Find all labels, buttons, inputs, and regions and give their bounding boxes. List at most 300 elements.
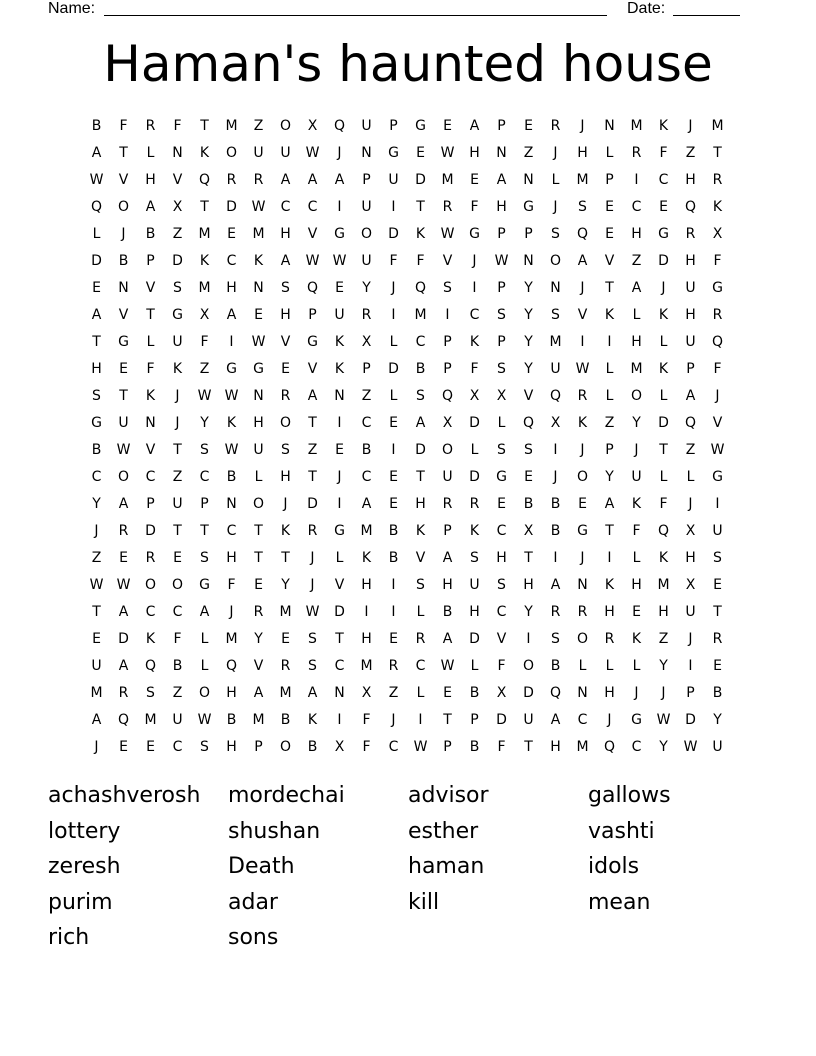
word-list-item: idols (588, 854, 640, 879)
grid-letter: P (443, 361, 452, 377)
grid-letter: H (280, 307, 291, 323)
grid-letter: W (224, 388, 239, 404)
grid-letter: B (145, 226, 156, 242)
grid-letter: C (631, 199, 642, 215)
grid-letter: U (91, 658, 102, 674)
grid-letter: F (146, 361, 155, 377)
grid-letter: E (389, 496, 398, 512)
grid-letter: N (172, 145, 183, 161)
date-label: Date: (627, 0, 666, 17)
grid-letter: H (226, 550, 237, 566)
grid-letter: M (576, 172, 589, 188)
grid-letter: L (200, 658, 209, 674)
grid-letter: D (469, 415, 480, 431)
grid-letter: R (712, 172, 723, 188)
grid-letter: V (334, 577, 345, 593)
grid-letter: J (688, 496, 693, 512)
grid-letter: U (361, 253, 372, 269)
grid-letter: Y (362, 280, 371, 296)
grid-letter: P (308, 307, 317, 323)
grid-letter: R (307, 523, 318, 539)
grid-letter: V (145, 280, 156, 296)
grid-letter: U (712, 523, 723, 539)
grid-letter: H (631, 577, 642, 593)
grid-letter: T (713, 145, 722, 161)
grid-letter: F (659, 496, 668, 512)
grid-letter: W (332, 253, 347, 269)
grid-letter: Y (281, 577, 290, 593)
grid-letter: Q (117, 712, 130, 728)
grid-letter: U (550, 361, 561, 377)
grid-letter: S (470, 550, 479, 566)
grid-letter: U (253, 442, 264, 458)
grid-letter: G (91, 415, 102, 431)
grid-letter: H (631, 334, 642, 350)
grid-letter: E (578, 496, 587, 512)
grid-letter: W (575, 361, 590, 377)
grid-letter: D (388, 226, 399, 242)
grid-letter: Q (441, 388, 454, 404)
grid-letter: F (227, 577, 236, 593)
grid-letter: Z (361, 388, 372, 404)
grid-letter: N (334, 685, 345, 701)
grid-letter: S (578, 199, 587, 215)
grid-letter: D (496, 712, 507, 728)
grid-letter: H (226, 685, 237, 701)
grid-letter: N (253, 388, 264, 404)
grid-letter: O (279, 118, 292, 134)
grid-letter: S (551, 226, 560, 242)
grid-letter: D (415, 172, 426, 188)
word-list-item: mordechai (228, 783, 345, 808)
grid-letter: T (254, 550, 263, 566)
grid-letter: D (658, 415, 669, 431)
grid-letter: S (281, 280, 290, 296)
grid-letter: A (253, 685, 264, 701)
grid-letter: T (713, 604, 722, 620)
grid-letter: P (497, 280, 506, 296)
grid-letter: C (172, 604, 183, 620)
grid-letter: M (441, 172, 454, 188)
grid-letter: Z (199, 361, 210, 377)
grid-letter: Q (576, 226, 589, 242)
grid-letter: K (253, 253, 264, 269)
word-list-item: vashti (588, 818, 655, 844)
grid-letter: R (145, 118, 156, 134)
grid-letter: C (415, 334, 426, 350)
grid-letter: E (605, 199, 614, 215)
grid-letter: U (361, 118, 372, 134)
grid-letter: I (634, 172, 639, 188)
grid-letter: C (334, 658, 345, 674)
grid-letter: S (713, 550, 722, 566)
grid-letter: H (658, 604, 669, 620)
grid-letter: S (173, 280, 182, 296)
grid-letter: I (580, 334, 585, 350)
grid-letter: B (550, 523, 561, 539)
grid-letter: X (685, 523, 696, 539)
grid-letter: L (632, 307, 641, 323)
grid-letter: M (279, 685, 292, 701)
grid-letter: H (685, 253, 696, 269)
grid-letter: E (389, 415, 398, 431)
grid-letter: A (604, 496, 615, 512)
grid-letter: K (226, 415, 237, 431)
grid-letter: O (522, 658, 535, 674)
grid-letter: H (226, 280, 237, 296)
grid-letter: W (197, 388, 212, 404)
grid-letter: W (656, 712, 671, 728)
grid-letter: L (146, 145, 155, 161)
grid-letter: Y (524, 334, 533, 350)
grid-letter: C (577, 712, 588, 728)
grid-letter: P (686, 361, 695, 377)
grid-letter: H (226, 739, 237, 755)
word-list-item: lottery (48, 818, 121, 844)
grid-letter: K (415, 523, 426, 539)
grid-letter: D (91, 253, 102, 269)
grid-letter: L (470, 442, 479, 458)
grid-letter: F (200, 334, 209, 350)
grid-letter: K (712, 199, 723, 215)
grid-letter: I (715, 496, 720, 512)
grid-letter: M (279, 604, 292, 620)
grid-letter: G (226, 361, 237, 377)
grid-letter: K (307, 712, 318, 728)
grid-letter: J (634, 442, 639, 458)
grid-letter: M (657, 577, 670, 593)
grid-letter: R (388, 658, 399, 674)
grid-letter: N (334, 388, 345, 404)
grid-letter: C (361, 469, 372, 485)
grid-letter: S (200, 442, 209, 458)
grid-letter: A (496, 172, 507, 188)
grid-letter: P (497, 334, 506, 350)
grid-letter: N (577, 577, 588, 593)
grid-letter: E (92, 631, 101, 647)
grid-letter: A (550, 712, 561, 728)
grid-letter: E (389, 469, 398, 485)
grid-letter: A (280, 253, 291, 269)
grid-letter: X (496, 685, 507, 701)
grid-letter: M (711, 118, 724, 134)
grid-letter: E (713, 577, 722, 593)
grid-letter: O (360, 226, 373, 242)
grid-letter: Q (306, 280, 319, 296)
grid-letter: P (497, 118, 506, 134)
grid-letter: T (308, 469, 317, 485)
grid-letter: V (118, 307, 129, 323)
grid-letter: Q (144, 658, 157, 674)
grid-letter: E (389, 631, 398, 647)
grid-letter: A (631, 280, 642, 296)
grid-letter: U (631, 469, 642, 485)
grid-letter: G (334, 226, 345, 242)
grid-letter: F (713, 361, 722, 377)
grid-letter: Y (200, 415, 209, 431)
grid-letter: E (497, 496, 506, 512)
grid-letter: B (388, 523, 399, 539)
grid-letter: H (280, 469, 291, 485)
grid-letter: H (280, 226, 291, 242)
grid-letter: G (712, 469, 723, 485)
grid-letter: K (199, 253, 210, 269)
grid-letter: I (391, 577, 396, 593)
grid-letter: I (391, 442, 396, 458)
grid-letter: V (496, 631, 507, 647)
grid-letter: P (470, 712, 479, 728)
grid-letter: I (445, 307, 450, 323)
grid-letter: Z (685, 145, 696, 161)
grid-letter: K (658, 307, 669, 323)
grid-letter: M (252, 712, 265, 728)
grid-letter: A (442, 631, 453, 647)
grid-letter: Y (524, 361, 533, 377)
grid-letter: E (254, 307, 263, 323)
grid-letter: P (200, 496, 209, 512)
grid-letter: Y (632, 415, 641, 431)
grid-letter: J (229, 604, 234, 620)
grid-letter: R (577, 388, 588, 404)
grid-letter: G (469, 226, 480, 242)
grid-letter: C (469, 307, 480, 323)
word-list-item: haman (408, 854, 485, 879)
grid-letter: N (523, 253, 534, 269)
grid-letter: F (470, 361, 479, 377)
grid-letter: K (334, 334, 345, 350)
grid-letter: L (92, 226, 101, 242)
grid-letter: D (118, 631, 129, 647)
grid-letter: Q (333, 118, 346, 134)
grid-letter: P (443, 739, 452, 755)
grid-letter: S (497, 442, 506, 458)
grid-letter: X (469, 388, 480, 404)
grid-letter: U (469, 577, 480, 593)
grid-letter: L (659, 334, 668, 350)
grid-letter: W (116, 442, 131, 458)
grid-letter: U (523, 712, 534, 728)
grid-letter: I (472, 280, 477, 296)
grid-letter: E (416, 145, 425, 161)
word-list-item: adar (228, 889, 278, 915)
grid-letter: U (685, 334, 696, 350)
grid-letter: J (553, 469, 558, 485)
grid-letter: A (118, 604, 129, 620)
grid-letter: P (497, 226, 506, 242)
grid-letter: N (145, 415, 156, 431)
puzzle-title: Haman's haunted house (103, 35, 713, 93)
grid-letter: M (252, 226, 265, 242)
grid-letter: R (685, 226, 696, 242)
grid-letter: H (685, 172, 696, 188)
grid-letter: R (145, 550, 156, 566)
grid-letter: H (469, 145, 480, 161)
grid-letter: E (119, 361, 128, 377)
grid-letter: V (280, 334, 291, 350)
grid-letter: R (550, 118, 561, 134)
grid-letter: X (307, 118, 318, 134)
grid-letter: J (607, 712, 612, 728)
grid-letter: G (658, 226, 669, 242)
grid-letter: U (712, 739, 723, 755)
grid-letter: R (361, 307, 372, 323)
grid-letter: Y (659, 739, 668, 755)
grid-letter: E (713, 658, 722, 674)
grid-letter: S (416, 388, 425, 404)
grid-letter: A (361, 496, 372, 512)
grid-letter: E (254, 577, 263, 593)
grid-letter: N (550, 280, 561, 296)
grid-letter: I (553, 550, 558, 566)
grid-letter: R (577, 604, 588, 620)
grid-letter: A (307, 172, 318, 188)
grid-letter: S (497, 307, 506, 323)
grid-letter: J (94, 523, 99, 539)
grid-letter: U (388, 172, 399, 188)
grid-letter: I (337, 496, 342, 512)
grid-letter: R (253, 172, 264, 188)
grid-letter: E (524, 118, 533, 134)
grid-letter: P (605, 172, 614, 188)
grid-letter: I (607, 550, 612, 566)
grid-letter: J (553, 145, 558, 161)
grid-letter: J (661, 685, 666, 701)
grid-letter: X (685, 577, 696, 593)
grid-letter: Z (91, 550, 102, 566)
grid-letter: E (119, 550, 128, 566)
grid-letter: K (334, 361, 345, 377)
grid-letter: F (173, 118, 182, 134)
grid-letter: K (172, 361, 183, 377)
grid-letter: T (659, 442, 668, 458)
grid-letter: M (630, 361, 643, 377)
grid-letter: L (146, 334, 155, 350)
grid-letter: S (443, 280, 452, 296)
grid-letter: H (253, 415, 264, 431)
grid-letter: Z (604, 415, 615, 431)
grid-letter: D (469, 469, 480, 485)
grid-letter: S (281, 442, 290, 458)
grid-letter: K (577, 415, 588, 431)
grid-letter: Y (659, 658, 668, 674)
grid-letter: Q (225, 658, 238, 674)
word-list-item: purim (48, 889, 113, 915)
grid-letter: V (577, 307, 588, 323)
grid-letter: T (173, 523, 182, 539)
grid-letter: R (604, 631, 615, 647)
grid-letter: E (443, 118, 452, 134)
grid-letter: N (496, 145, 507, 161)
name-label: Name: (48, 0, 96, 17)
grid-letter: E (281, 631, 290, 647)
grid-letter: W (305, 145, 320, 161)
grid-letter: O (198, 685, 211, 701)
grid-letter: N (361, 145, 372, 161)
grid-letter: D (334, 604, 345, 620)
grid-letter: P (254, 739, 263, 755)
grid-letter: I (526, 631, 531, 647)
word-list (48, 778, 768, 956)
grid-letter: I (418, 712, 423, 728)
grid-letter: J (634, 685, 639, 701)
grid-letter: U (253, 145, 264, 161)
grid-letter: P (605, 442, 614, 458)
grid-letter: H (415, 496, 426, 512)
grid-letter: Q (198, 172, 211, 188)
grid-letter: K (604, 577, 615, 593)
grid-letter: W (413, 739, 428, 755)
grid-letter: V (253, 658, 264, 674)
grid-letter: W (305, 253, 320, 269)
grid-letter: D (523, 685, 534, 701)
grid-letter: A (469, 118, 480, 134)
grid-letter: B (442, 604, 453, 620)
grid-letter: B (523, 496, 534, 512)
grid-letter: Q (603, 739, 616, 755)
grid-letter: B (361, 442, 372, 458)
grid-letter: T (146, 307, 155, 323)
word-list-item: Death (228, 854, 295, 879)
grid-letter: U (172, 334, 183, 350)
grid-letter: D (658, 253, 669, 269)
grid-letter: A (334, 172, 345, 188)
grid-letter: G (199, 577, 210, 593)
grid-letter: M (144, 712, 157, 728)
grid-letter: T (119, 145, 128, 161)
grid-letter: H (361, 631, 372, 647)
grid-letter: C (658, 172, 669, 188)
grid-letter: M (549, 334, 562, 350)
grid-letter: B (550, 658, 561, 674)
grid-letter: L (605, 145, 614, 161)
grid-letter: F (659, 145, 668, 161)
word-list-item: achashverosh (48, 783, 201, 808)
grid-letter: A (685, 388, 696, 404)
grid-letter: E (470, 172, 479, 188)
grid-letter: H (631, 226, 642, 242)
grid-letter: H (577, 145, 588, 161)
grid-letter: T (605, 523, 614, 539)
grid-letter: V (307, 226, 318, 242)
grid-letter: W (116, 577, 131, 593)
grid-letter: A (145, 199, 156, 215)
grid-letter: G (253, 361, 264, 377)
grid-letter: B (307, 739, 318, 755)
grid-letter: J (580, 280, 585, 296)
grid-letter: C (226, 523, 237, 539)
grid-letter: H (685, 550, 696, 566)
grid-letter: A (91, 145, 102, 161)
grid-letter: V (118, 172, 129, 188)
grid-letter: O (576, 469, 589, 485)
grid-letter: C (496, 604, 507, 620)
grid-letter: C (415, 658, 426, 674)
grid-letter: J (337, 469, 342, 485)
grid-letter: A (415, 415, 426, 431)
grid-letter: T (524, 550, 533, 566)
grid-letter: P (362, 361, 371, 377)
grid-letter: Q (549, 685, 562, 701)
grid-letter: L (632, 658, 641, 674)
grid-letter: L (605, 361, 614, 377)
grid-letter: V (604, 253, 615, 269)
grid-letter: S (551, 307, 560, 323)
grid-letter: A (91, 712, 102, 728)
grid-letter: L (416, 685, 425, 701)
grid-letter: F (119, 118, 128, 134)
grid-letter: S (308, 658, 317, 674)
grid-letter: K (658, 550, 669, 566)
